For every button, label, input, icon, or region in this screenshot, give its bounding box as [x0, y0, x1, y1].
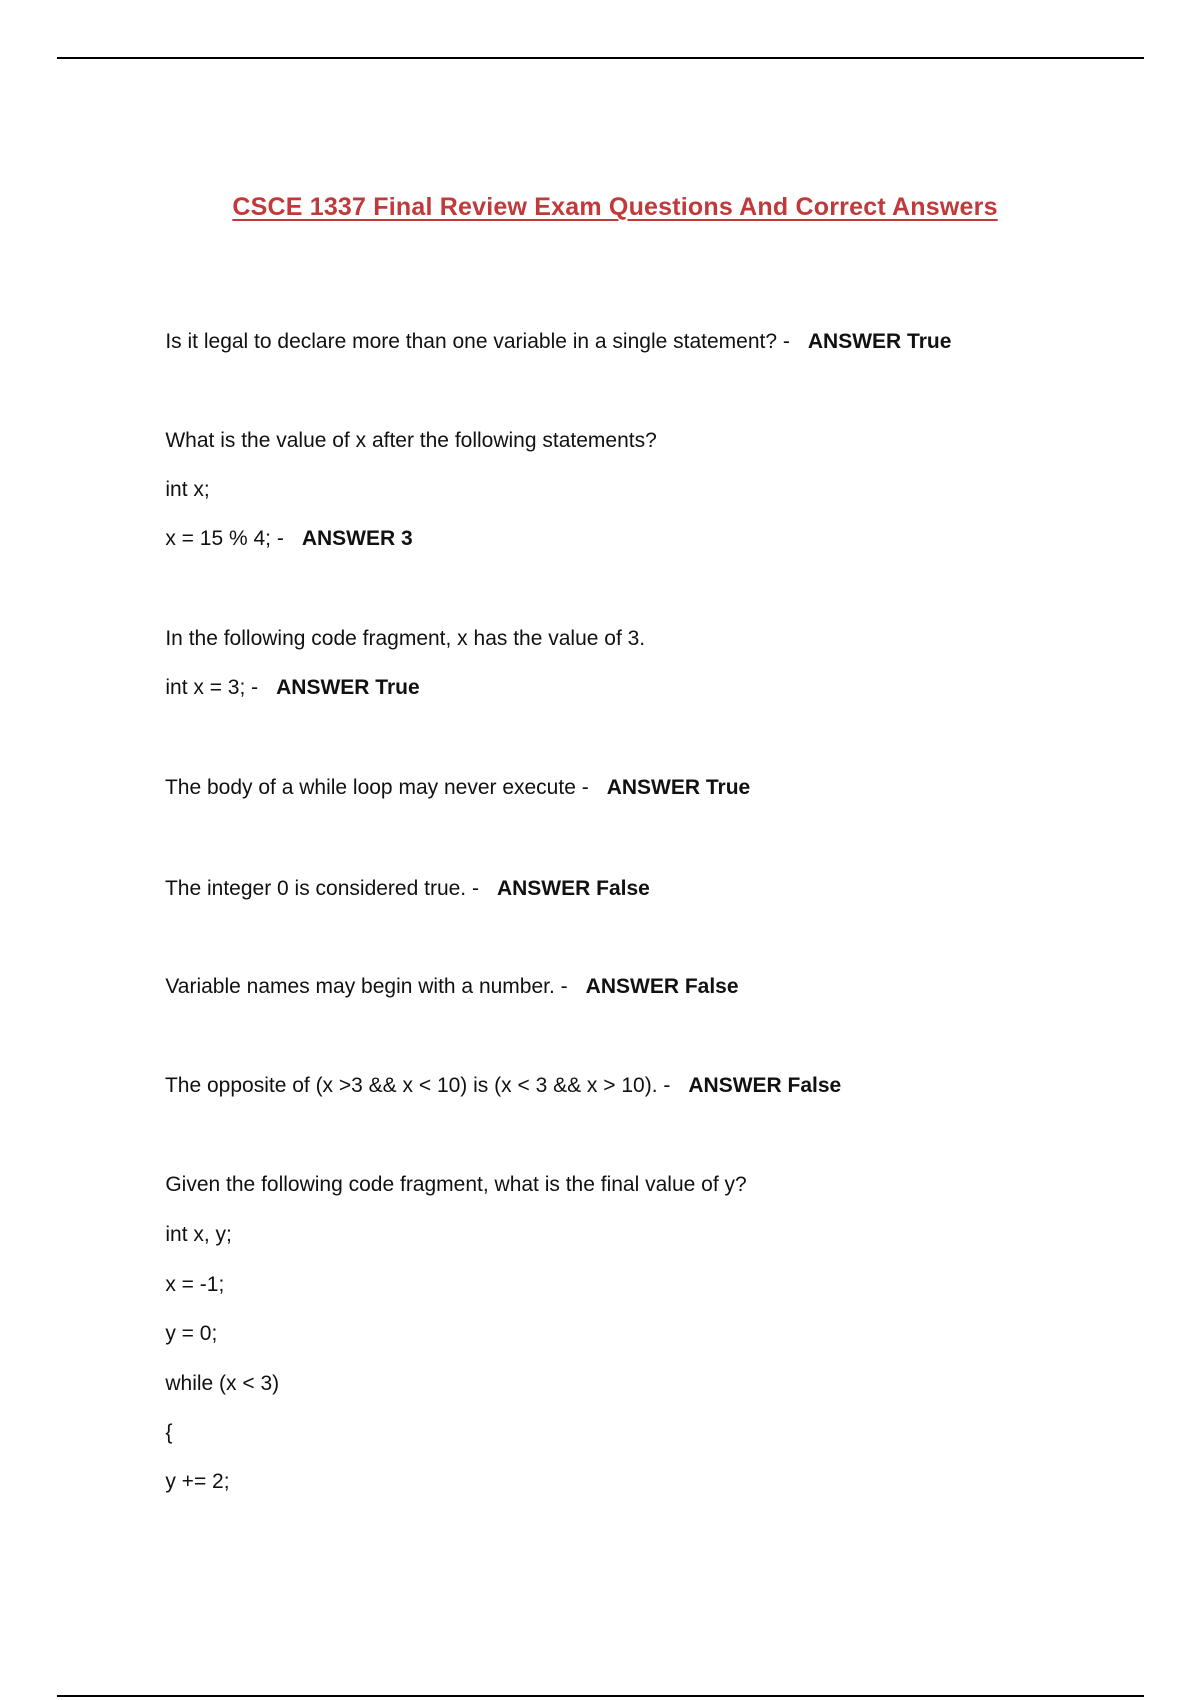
question-text: Is it legal to declare more than one variable in a single statement? -: [165, 330, 790, 353]
code-text: while (x < 3): [165, 1372, 280, 1395]
question-text: In the following code fragment, x has the value of 3.: [165, 627, 646, 650]
top-rule: [57, 57, 1144, 59]
document-title: CSCE 1337 Final Review Exam Questions And Correct Answers: [232, 193, 998, 221]
answer-text: ANSWER True: [276, 676, 420, 699]
question-text: Given the following code fragment, what is the final value of y?: [165, 1173, 747, 1196]
qa-line-7: [142, 746, 750, 830]
code-text: int x;: [165, 478, 210, 501]
code-text: int x = 3; -: [165, 676, 259, 699]
qa-line-11: [142, 1143, 747, 1227]
qa-line-2: [142, 399, 657, 483]
code-text: int x, y;: [165, 1223, 232, 1246]
answer-text: ANSWER False: [688, 1074, 842, 1097]
qa-line-1: [142, 300, 951, 384]
code-text: y = 0;: [165, 1322, 218, 1345]
answer-text: ANSWER True: [807, 330, 952, 353]
question-text: The body of a while loop may never execute -: [164, 776, 589, 799]
code-text: x = -1;: [165, 1273, 225, 1296]
code-text: y += 2;: [165, 1470, 230, 1493]
qa-line-4: [142, 497, 413, 581]
answer-text: ANSWER False: [496, 877, 650, 900]
question-text: The integer 0 is considered true. -: [164, 877, 479, 900]
question-text: What is the value of x after the following statements?: [165, 429, 657, 452]
question-text: The opposite of (x >3 && x < 10) is (x < 3 && x > 10). -: [164, 1074, 671, 1097]
qa-line-9: [142, 945, 739, 1029]
qa-line-10: [142, 1044, 841, 1128]
qa-line-17: [142, 1440, 230, 1524]
bottom-rule: [57, 1695, 1144, 1697]
answer-text: ANSWER 3: [301, 527, 413, 550]
question-text: Variable names may begin with a number. -: [165, 975, 568, 998]
qa-line-8: [142, 847, 650, 931]
code-text: x = 15 % 4; -: [165, 527, 284, 550]
answer-text: ANSWER False: [585, 975, 739, 998]
answer-text: ANSWER True: [606, 776, 751, 799]
qa-line-6: [142, 646, 420, 730]
code-text: {: [165, 1421, 173, 1444]
